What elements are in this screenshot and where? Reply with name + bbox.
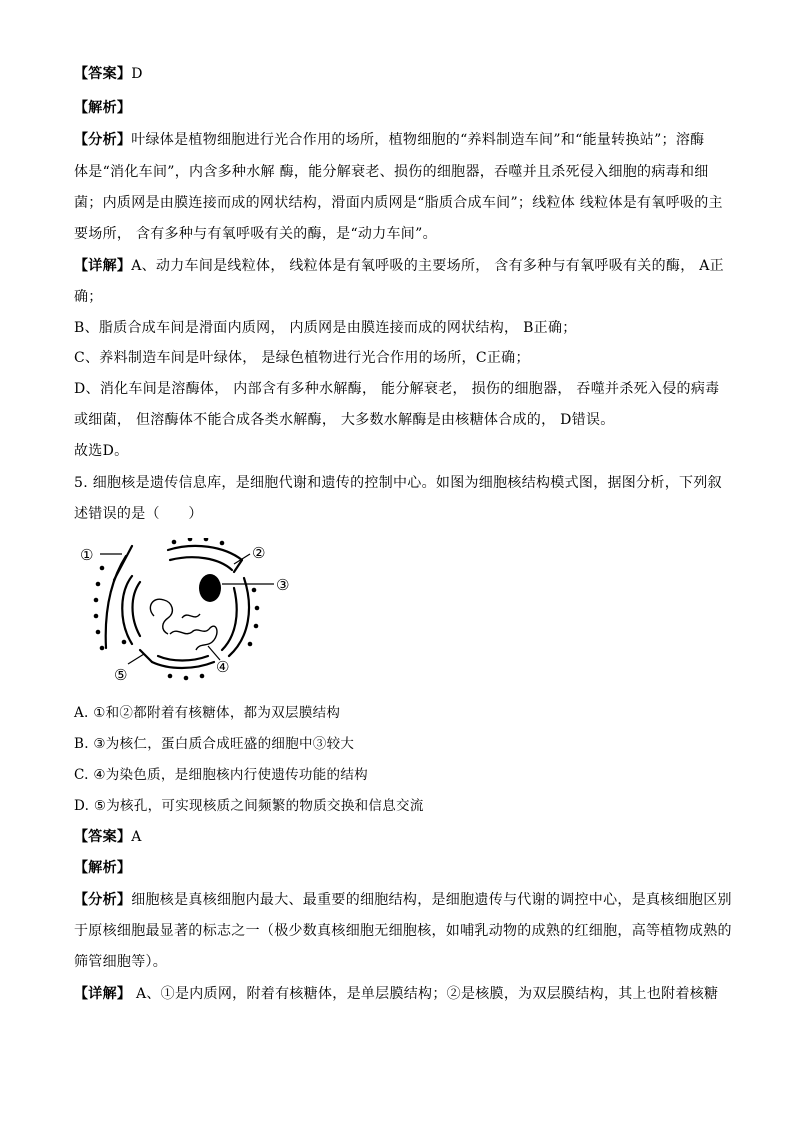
answer-line	[74, 827, 724, 847]
option-b: B. ③为核仁，蛋白质合成旺盛的细胞中③较大	[74, 736, 355, 752]
fenxi-text: 叶绿体是植物细胞进行光合作用的场所，植物细胞的“养料制造车间”和“能量转换站”；溶酶	[131, 132, 705, 148]
label-3: ③	[276, 576, 290, 594]
fenxi-tag: 【分析】	[74, 892, 132, 908]
answer-line	[74, 64, 724, 84]
answer-value: A	[131, 829, 142, 845]
xiangjie-text: A、①是内质网，附着有核糖体，是单层膜结构；②是核膜，为双层膜结构，其上也附着核糖	[131, 986, 719, 1002]
conclusion-line: 故选D。	[74, 443, 129, 459]
nucleolus	[199, 574, 221, 602]
inner-membrane-left	[133, 582, 141, 636]
fenxi-line	[74, 890, 732, 910]
nucleus-diagram	[74, 538, 304, 688]
fenxi-text: 细胞核是真核细胞内最大、最重要的细胞结构，是细胞遗传与代谢的调控中心，是真核细胞区别	[131, 892, 732, 908]
inner-membrane-top	[170, 557, 232, 570]
xiangjie-line: 确；	[74, 289, 103, 305]
label-2: ②	[252, 544, 266, 562]
analysis-heading: 【解析】	[74, 860, 132, 876]
outer-membrane-left	[122, 576, 132, 644]
fenxi-line: 要场所， 含有多种与有氧呼吸有关的酶，是“动力车间”。	[74, 226, 437, 242]
answer-value: D	[131, 66, 143, 82]
xiangjie-line: B、脂质合成车间是滑面内质网， 内质网是由膜连接而成的网状结构， B正确；	[74, 320, 577, 336]
label-4: ④	[216, 658, 230, 676]
answer-tag: 【答案】	[74, 829, 132, 845]
option-d: D. ⑤为核孔，可实现核质之间频繁的物质交换和信息交流	[74, 798, 424, 814]
fenxi-line	[74, 130, 724, 150]
xiangjie-line: 或细菌， 但溶酶体不能合成各类水解酶， 大多数水解酶是由核糖体合成的， D错误。	[74, 412, 615, 428]
option-c: C. ④为染色质，是细胞核内行使遗传功能的结构	[74, 767, 368, 783]
inner-membrane-bottom	[158, 656, 208, 661]
outer-membrane-right	[229, 578, 249, 656]
xiangjie-tag: 【详解】	[74, 986, 132, 1002]
xiangjie-line	[74, 256, 724, 276]
fenxi-line: 于原核细胞最显著的标志之一（极少数真核细胞无细胞核，如哺乳动物的成熟的红细胞，高等植物成熟的	[74, 923, 732, 939]
question-stem: 5. 细胞核是遗传信息库，是细胞代谢和遗传的控制中心。如图为细胞核结构模式图，据图分析，下列叙	[74, 475, 722, 491]
chromatin-strand	[182, 614, 200, 618]
er-strand-top	[114, 546, 132, 580]
label-1: ①	[80, 546, 94, 564]
answer-tag: 【答案】	[74, 66, 132, 82]
fenxi-line: 菌；内质网是由膜连接而成的网状结构，滑面内质网是“脂质合成车间”；线粒体 线粒体是有氧呼吸的主	[74, 195, 723, 211]
xiangjie-tag: 【详解】	[74, 258, 132, 274]
fenxi-line: 筛管细胞等）。	[74, 954, 168, 970]
option-a: A. ①和②都附着有核糖体，都为双层膜结构	[74, 705, 341, 721]
question-stem: 述错误的是（ ）	[74, 506, 203, 522]
chromatin-strand	[150, 599, 172, 634]
xiangjie-line: D、消化车间是溶酶体， 内部含有多种水解酶， 能分解衰老， 损伤的细胞器， 吞噬并杀死入侵的病毒	[74, 381, 720, 397]
label-5: ⑤	[114, 666, 128, 684]
xiangjie-line	[74, 984, 724, 1004]
fenxi-line: 体是“消化车间”，内含多种水解 酶，能分解衰老、损伤的细胞器，吞噬并且杀死侵入细胞的病毒和细	[74, 164, 709, 180]
xiangjie-line: C、养料制造车间是叶绿体， 是绿色植物进行光合作用的场所，C正确；	[74, 350, 530, 366]
inner-membrane-right	[222, 588, 237, 650]
fenxi-tag: 【分析】	[74, 132, 132, 148]
outer-membrane-bottom	[152, 662, 214, 668]
chromatin-strand	[170, 626, 217, 650]
analysis-heading: 【解析】	[74, 100, 132, 116]
xiangjie-text: A、动力车间是线粒体， 线粒体是有氧呼吸的主要场所， 含有多种与有氧呼吸有关的酶， A正	[131, 258, 724, 274]
